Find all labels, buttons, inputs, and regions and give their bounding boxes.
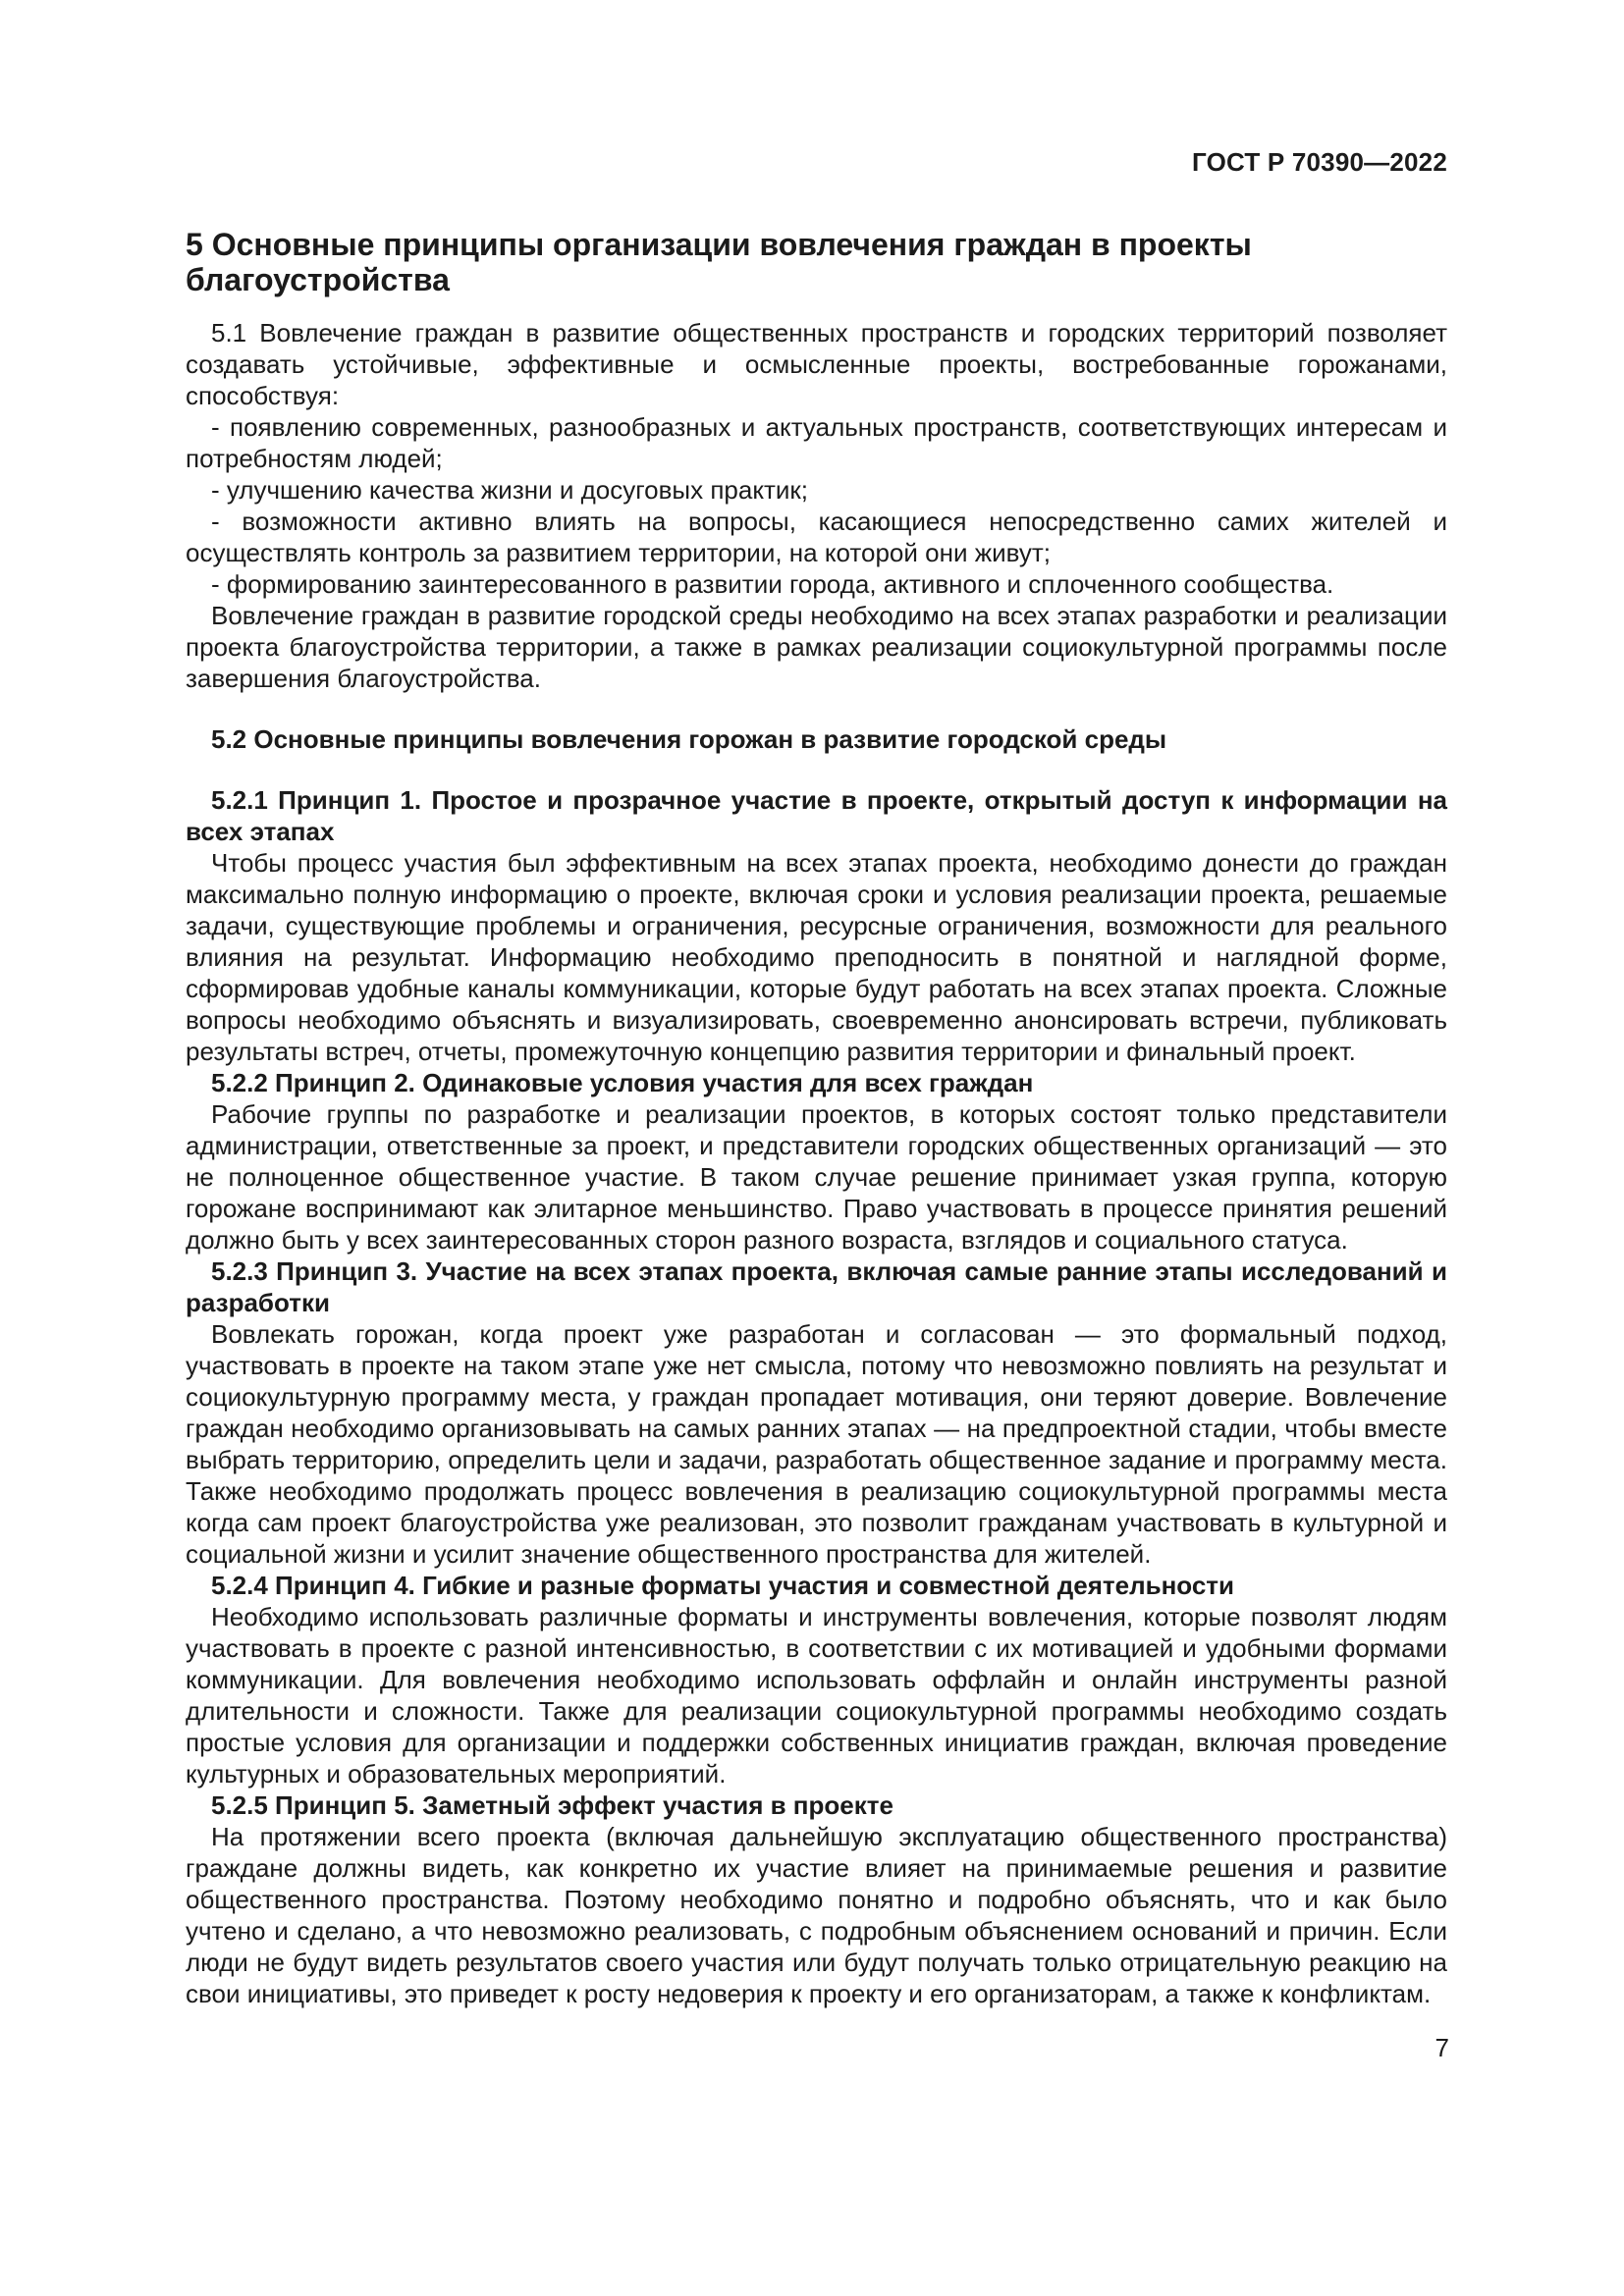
principle-4-heading: 5.2.4 Принцип 4. Гибкие и разные форматы участия и совместной деятельности bbox=[211, 1571, 1235, 1600]
bullet-item: - формированию заинтересованного в развитии города, активного и сплоченного сообщества. bbox=[211, 569, 1334, 599]
principle-1-text: Чтобы процесс участия был эффективным на всех этапах проекта, необходимо донести до граждан максимально полную информацию о проекте, включая сроки и условия реализации проекта, решаемые задачи, существующие проблемы и ограничения, ресурсные ограничения, возможности для реального влияния на результат. Информацию необходимо преподносить в понятной и наглядной форме, сформировав удобные каналы коммуникации, которые будут работать на всех этапах проекта. Сложные вопросы необходимо объяснять и визуализировать, своевременно анонсировать встречи, публиковать результаты встреч, отчеты, промежуточную концепцию развития территории и финальный проект. bbox=[186, 848, 1447, 1066]
principle-3-text: Вовлекать горожан, когда проект уже разработан и согласован — это формальный подход, участвовать в проекте на таком этапе уже нет смысла, потому что невозможно повлиять на результат и социокультурную программу места, у граждан пропадает мотивация, они теряют доверие. Вовлечение граждан необходимо организовывать на самых ранних этапах — на предпроектной стадии, чтобы вместе выбрать территорию, определить цели и задачи, разработать общественное задание и программу места. Также необходимо продолжать процесс вовлечения в реализацию социокультурной программы места когда сам проект благоустройства уже реализован, это позволит гражданам участвовать в культурной и социальной жизни и усилит значение общественного пространства для жителей. bbox=[186, 1319, 1447, 1569]
document-code-header: ГОСТ Р 70390—2022 bbox=[1192, 147, 1447, 177]
document-body bbox=[186, 227, 1447, 2009]
section-5-title: 5 Основные принципы организации вовлечения граждан в проекты благоустройства bbox=[186, 227, 1252, 297]
principle-1-heading: 5.2.1 Принцип 1. Простое и прозрачное участие в проекте, открытый доступ к информации на всех этапах bbox=[186, 785, 1447, 846]
principle-2-heading: 5.2.2 Принцип 2. Одинаковые условия участия для всех граждан bbox=[211, 1068, 1034, 1097]
page-number: 7 bbox=[1435, 2033, 1449, 2062]
principle-2-text: Рабочие группы по разработке и реализации проектов, в которых состоят только представители администрации, ответственные за проект, и представители городских общественных организаций — это не полноценное общественное участие. В таком случае решение принимает узкая группа, которую горожане воспринимают как элитарное меньшинство. Право участвовать в процессе принятия решений должно быть у всех заинтересованных сторон разного возраста, взглядов и социального статуса. bbox=[186, 1099, 1447, 1255]
principle-5-heading: 5.2.5 Принцип 5. Заметный эффект участия в проекте bbox=[211, 1790, 893, 1820]
paragraph-5-1: 5.1 Вовлечение граждан в развитие общественных пространств и городских территорий позволяет создавать устойчивые, эффективные и осмысленные проекты, востребованные горожанами, способствуя: bbox=[186, 318, 1447, 410]
principle-4-text: Необходимо использовать различные форматы и инструменты вовлечения, которые позволят людям участвовать в проекте с разной интенсивностью, в соответствии с их мотивацией и удобными формами коммуникации. Для вовлечения необходимо использовать оффлайн и онлайн инструменты разной длительности и сложности. Также для реализации социокультурной программы необходимо создать простые условия для организации и поддержки собственных инициатив граждан, включая проведение культурных и образовательных мероприятий. bbox=[186, 1602, 1447, 1789]
principle-3-heading: 5.2.3 Принцип 3. Участие на всех этапах проекта, включая самые ранние этапы исследований и разработки bbox=[186, 1256, 1447, 1317]
principle-5-text: На протяжении всего проекта (включая дальнейшую эксплуатацию общественного пространства) граждане должны видеть, как конкретно их участие влияет на принимаемые решения и развитие общественного пространства. Поэтому необходимо понятно и подробно объяснять, что и как было учтено и сделано, а что невозможно реализовать, с подробным объяснением оснований и причин. Если люди не будут видеть результатов своего участия или будут получать только отрицательную реакцию на свои инициативы, это приведет к росту недоверия к проекту и его организаторам, а также к конфликтам. bbox=[186, 1822, 1447, 2008]
paragraph-5-1-end: Вовлечение граждан в развитие городской среды необходимо на всех этапах разработки и реализации проекта благоустройства территории, а также в рамках реализации социокультурной программы после завершения благоустройства. bbox=[186, 601, 1447, 693]
bullet-item: - улучшению качества жизни и досуговых практик; bbox=[211, 475, 809, 505]
bullet-item: - появлению современных, разнообразных и актуальных пространств, соответствующих интересам и потребностям людей; bbox=[186, 412, 1447, 473]
bullet-item: - возможности активно влиять на вопросы, касающиеся непосредственно самих жителей и осуществлять контроль за развитием территории, на которой они живут; bbox=[186, 507, 1447, 567]
subsection-5-2-heading: 5.2 Основные принципы вовлечения горожан в развитие городской среды bbox=[211, 724, 1167, 754]
